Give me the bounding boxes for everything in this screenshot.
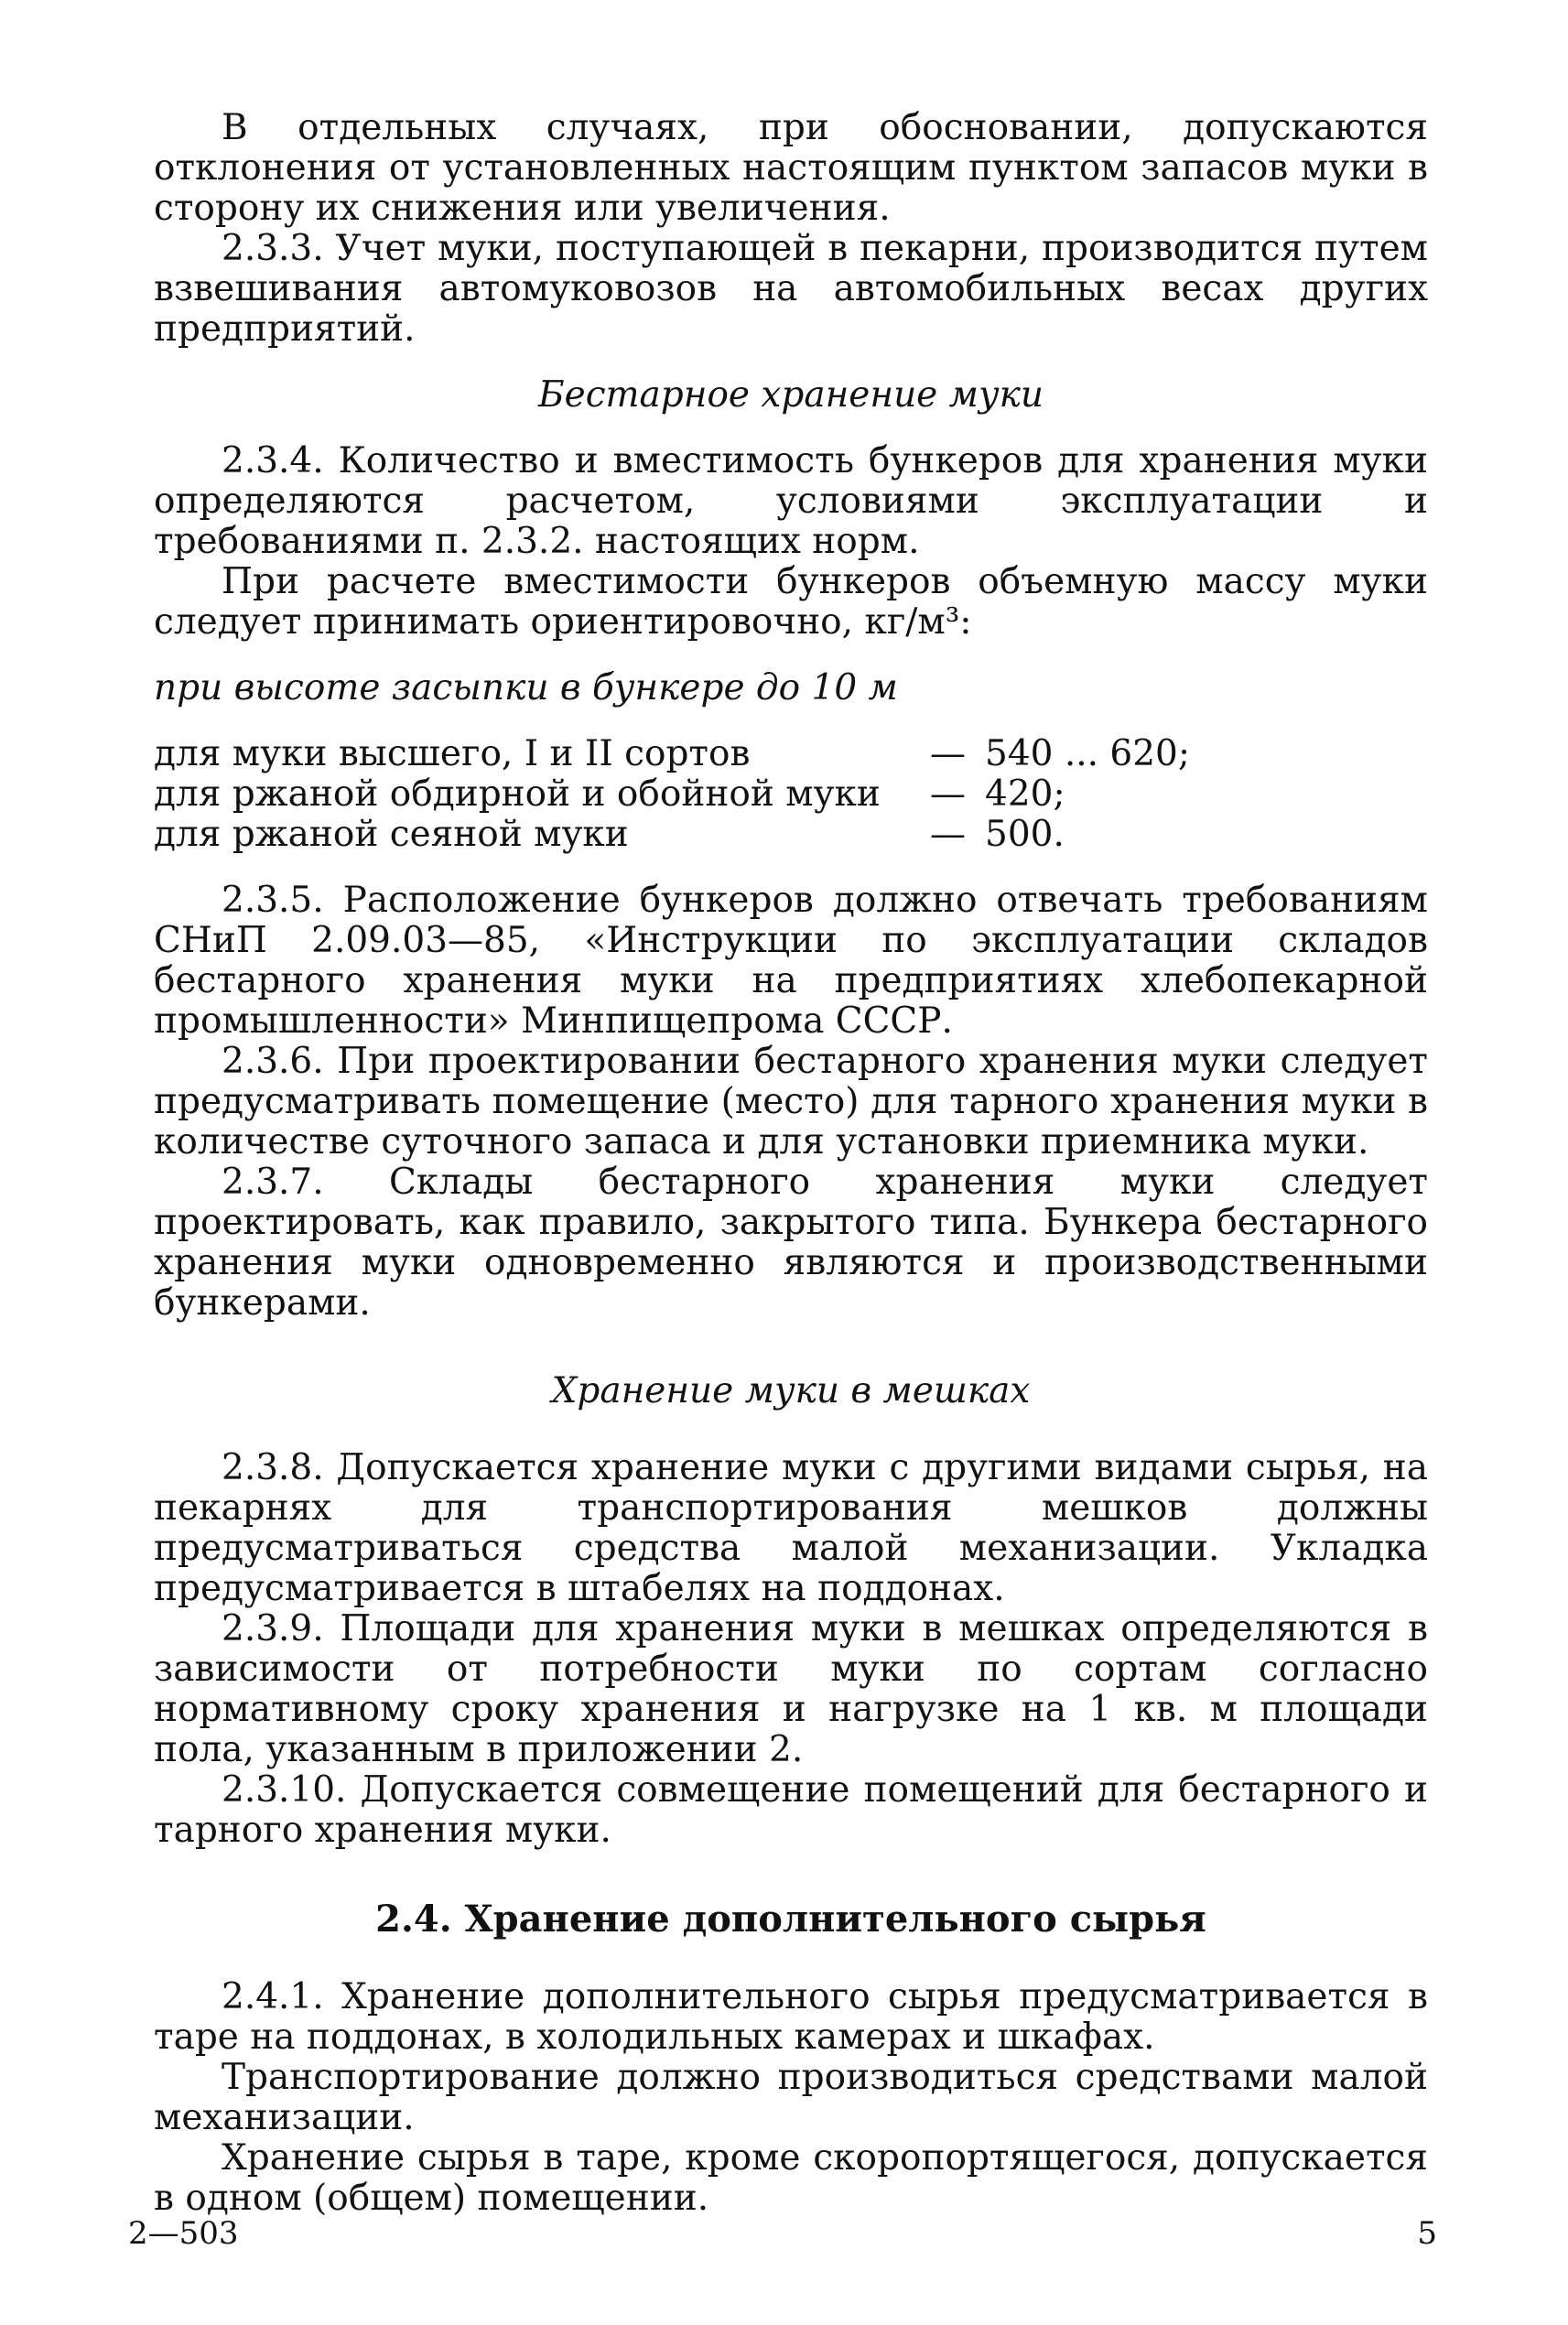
paragraph-transport: Транспортирование должно производиться средствами малой механизации. <box>154 2057 1428 2138</box>
page-number: 5 <box>1417 2215 1437 2252</box>
density-row-value: 420; <box>985 773 1065 815</box>
density-row-label: для ржаной сеяной муки <box>154 814 629 855</box>
paragraph-2-3-3: 2.3.3. Учет муки, поступающей в пекарни, производится путем взвешивания автомуковозов на автомобильных весах других предприятий. <box>154 228 1428 350</box>
density-row-value: 540 ... 620; <box>985 733 1191 774</box>
density-row-label: для муки высшего, I и II сортов <box>154 733 751 774</box>
paragraph-2-3-6: 2.3.6. При проектировании бестарного хранения муки следует предусматривать помещение (место) для тарного хранения муки в количестве суточного запаса и для установки приемника муки. <box>154 1041 1428 1162</box>
paragraph-2-3-9: 2.3.9. Площади для хранения муки в мешках определяются в зависимости от потребности муки по сортам согласно нормативному сроку хранения и нагрузке на 1 кв. м площади пола, указанным в приложении 2. <box>154 1608 1428 1770</box>
density-row-label: для ржаной обдирной и обойной муки <box>154 773 881 815</box>
heading-bulk-storage: Бестарное хранение муки <box>537 374 1044 416</box>
density-row-dash: — <box>930 733 966 774</box>
subheading-fill-height: при высоте засыпки в бункере до 10 м <box>154 667 898 708</box>
paragraph-2-3-4-density: При расчете вместимости бункеров объемную массу муки следует принимать ориентировочно, кг/м³: <box>154 561 1428 643</box>
density-row-value: 500. <box>985 814 1065 855</box>
density-row-dash: — <box>930 773 966 815</box>
density-row <box>154 815 1428 855</box>
page-body <box>154 108 1428 2219</box>
density-values-list <box>154 734 1428 855</box>
paragraph-storage-in-containers: Хранение сырья в таре, кроме скоропортящегося, допускается в одном (общем) помещении. <box>154 2137 1428 2219</box>
paragraph-2-3-4: 2.3.4. Количество и вместимость бункеров для хранения муки определяются расчетом, условиями эксплуатации и требованиями п. 2.3.2. настоящих норм. <box>154 440 1428 562</box>
paragraph-deviations: В отдельных случаях, при обосновании, допускаются отклонения от установленных настоящим пунктом запасов муки в сторону их снижения или увеличения. <box>154 107 1428 229</box>
heading-bag-storage: Хранение муки в мешках <box>551 1370 1031 1411</box>
paragraph-2-4-1: 2.4.1. Хранение дополнительного сырья предусматривается в таре на поддонах, в холодильных камерах и шкафах. <box>154 1976 1428 2058</box>
heading-section-2-4: 2.4. Хранение дополнительного сырья <box>375 1898 1206 1941</box>
paragraph-2-3-5: 2.3.5. Расположение бункеров должно отвечать требованиям СНиП 2.09.03—85, «Инструкции по эксплуатации складов бестарного хранения муки на предприятиях хлебопекарной промышленности» Минпищепрома СССР. <box>154 880 1428 1042</box>
paragraph-2-3-7: 2.3.7. Склады бестарного хранения муки следует проектировать, как правило, закрытого типа. Бункера бестарного хранения муки одновременно являются и производственными бункерами. <box>154 1162 1428 1324</box>
density-row <box>154 734 1428 774</box>
signature-mark: 2—503 <box>128 2215 239 2252</box>
density-row <box>154 774 1428 815</box>
paragraph-2-3-8: 2.3.8. Допускается хранение муки с другими видами сырья, на пекарнях для транспортирования мешков должны предусматриваться средства малой механизации. Укладка предусматривается в штабелях на поддонах. <box>154 1447 1428 1609</box>
density-row-dash: — <box>930 814 966 855</box>
paragraph-2-3-10: 2.3.10. Допускается совмещение помещений для бестарного и тарного хранения муки. <box>154 1769 1428 1851</box>
